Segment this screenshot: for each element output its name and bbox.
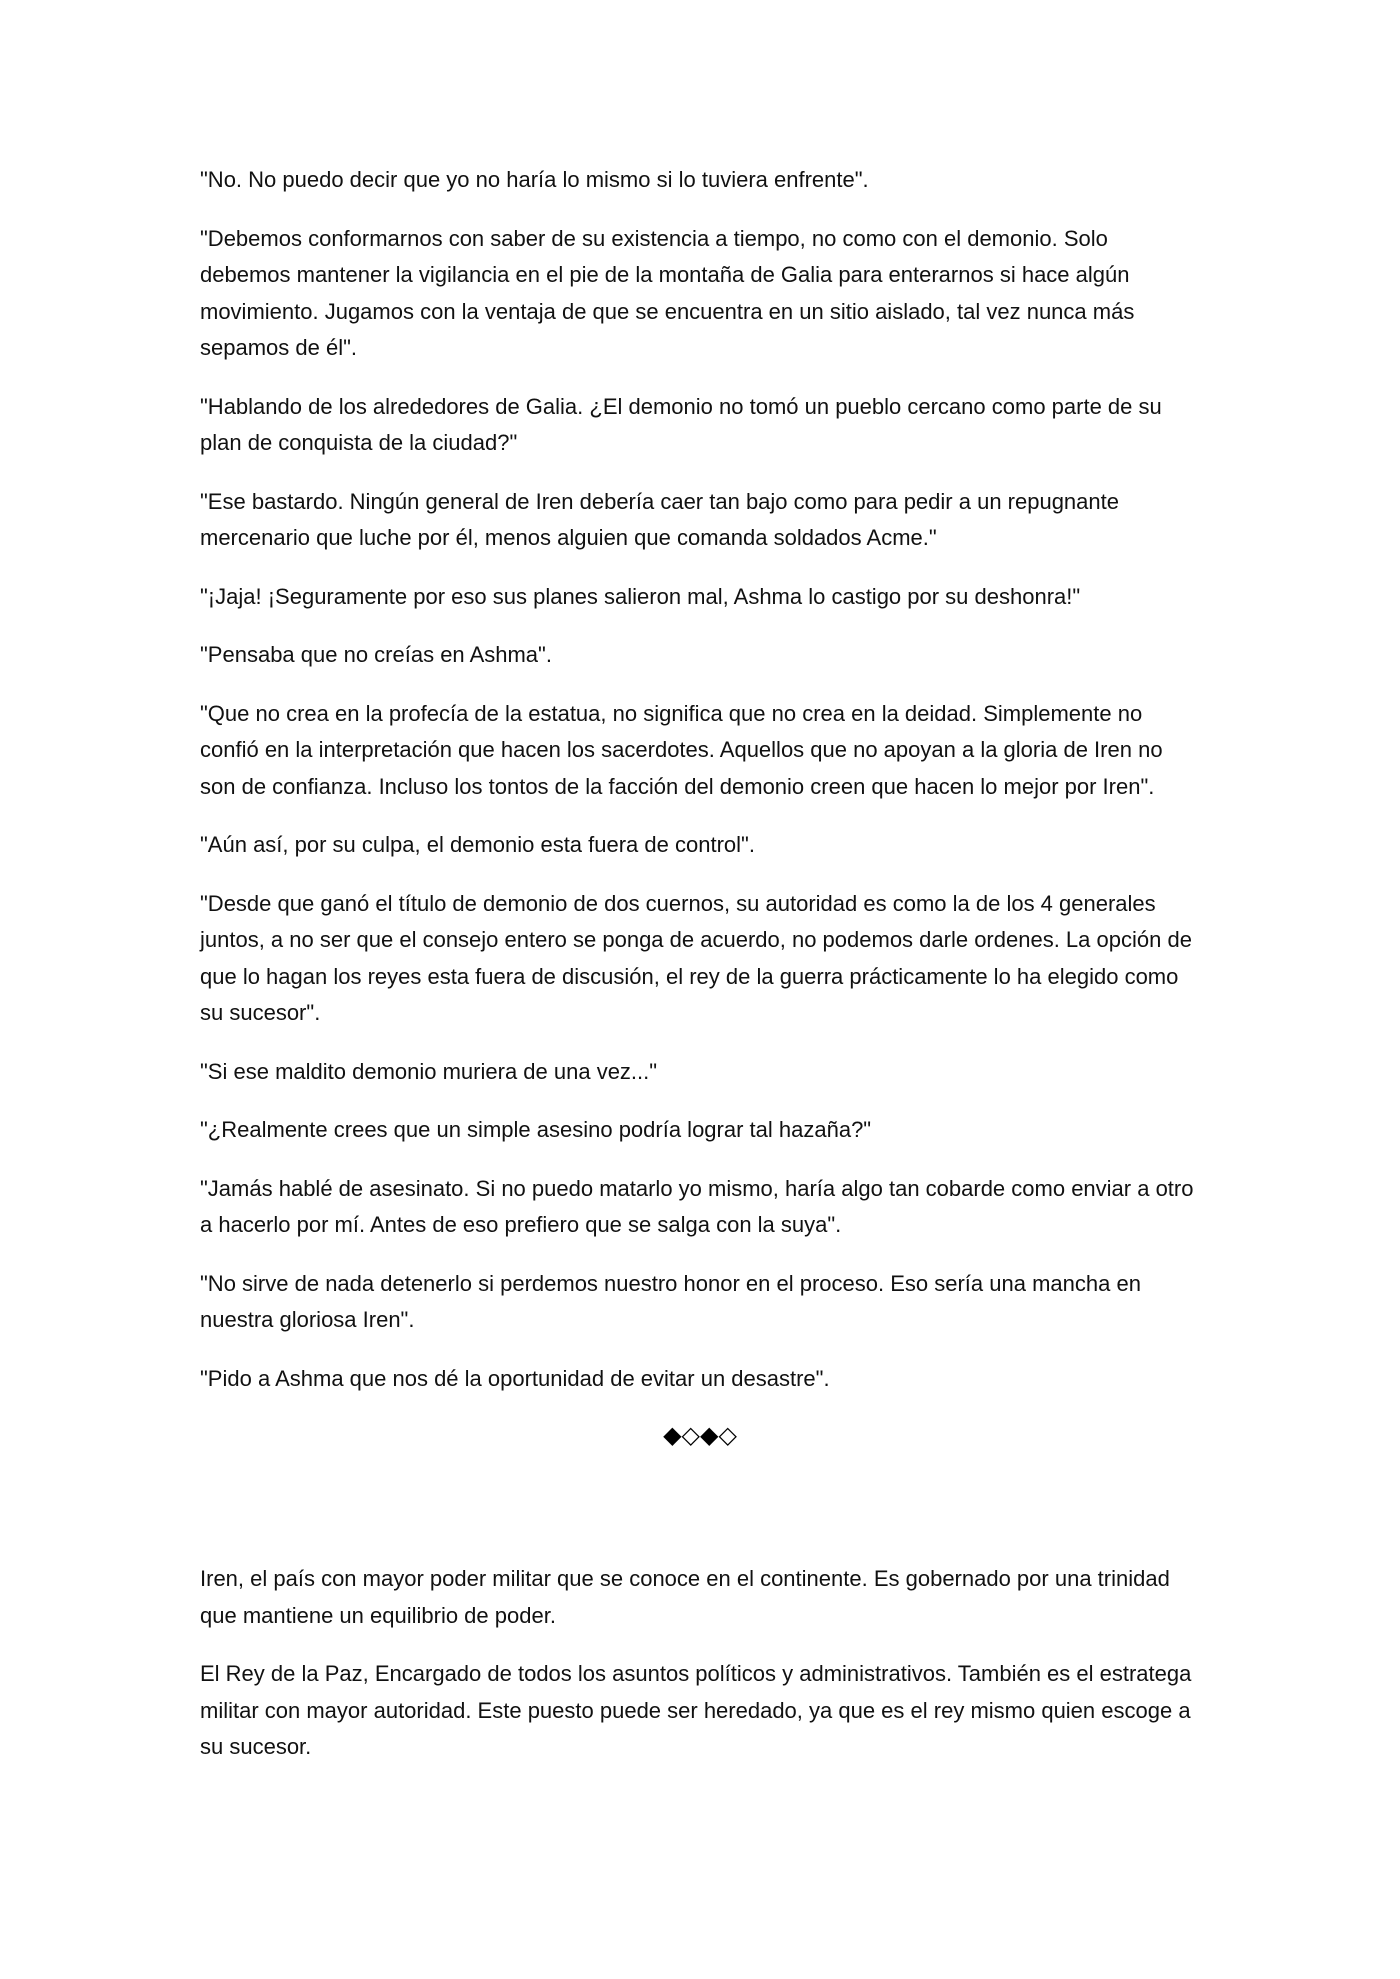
dialogue-paragraph: "¿Realmente crees que un simple asesino podría lograr tal hazaña?" bbox=[200, 1117, 872, 1142]
dialogue-paragraph: "¡Jaja! ¡Seguramente por eso sus planes salieron mal, Ashma lo castigo por su deshonra!" bbox=[200, 583, 1081, 609]
dialogue-paragraph: "Ese bastardo. Ningún general de Iren debería caer tan bajo como para pedir a un repugnante mercenario que luche por él, menos alguien que comanda soldados Acme." bbox=[200, 488, 1119, 550]
narration-paragraph: El Rey de la Paz, Encargado de todos los asuntos políticos y administrativos. También es el estratega militar con mayor autoridad. Este puesto puede ser heredado, ya que es el rey mismo quien escoge a su sucesor. bbox=[200, 1661, 1192, 1759]
dialogue-paragraph: "Si ese maldito demonio muriera de una vez..." bbox=[200, 1058, 658, 1084]
document-page bbox=[200, 162, 1200, 1788]
section-divider: ◆◇◆◇ bbox=[663, 1421, 737, 1449]
dialogue-paragraph: "Que no crea en la profecía de la estatua, no significa que no crea en la deidad. Simplemente no confió en la interpretación que hacen los sacerdotes. Aquellos que no apoyan a la gloria de Iren no son de confianza. Incluso los tontos de la facción del demonio creen que hacen lo mejor por Iren". bbox=[200, 700, 1163, 799]
dialogue-paragraph: "Debemos conformarnos con saber de su existencia a tiempo, no como con el demonio. Solo debemos mantener la vigilancia en el pie de la montaña de Galia para enterarnos si hace algún movimiento. Jugamos con la ventaja de que se encuentra en un sitio aislado, tal vez nunca más sepamos de él". bbox=[200, 225, 1135, 360]
dialogue-paragraph: "Aún así, por su culpa, el demonio esta fuera de control". bbox=[200, 832, 755, 857]
dialogue-paragraph: "Pido a Ashma que nos dé la oportunidad de evitar un desastre". bbox=[200, 1365, 830, 1391]
dialogue-paragraph: "Hablando de los alrededores de Galia. ¿El demonio no tomó un pueblo cercano como parte de su plan de conquista de la ciudad?" bbox=[200, 393, 1162, 455]
dialogue-paragraph: "Pensaba que no creías en Ashma". bbox=[200, 642, 552, 667]
section-gap bbox=[200, 1451, 1200, 1561]
narration-paragraph: Iren, el país con mayor poder militar que se conoce en el continente. Es gobernado por una trinidad que mantiene un equilibrio de poder. bbox=[200, 1566, 1170, 1628]
dialogue-paragraph: "No. No puedo decir que yo no haría lo mismo si lo tuviera enfrente". bbox=[200, 167, 869, 192]
dialogue-paragraph: "No sirve de nada detenerlo si perdemos nuestro honor en el proceso. Eso sería una mancha en nuestra gloriosa Iren". bbox=[200, 1270, 1141, 1332]
dialogue-paragraph: "Jamás hablé de asesinato. Si no puedo matarlo yo mismo, haría algo tan cobarde como enviar a otro a hacerlo por mí. Antes de eso prefiero que se salga con la suya". bbox=[200, 1175, 1194, 1237]
dialogue-paragraph: "Desde que ganó el título de demonio de dos cuernos, su autoridad es como la de los 4 generales juntos, a no ser que el consejo entero se ponga de acuerdo, no podemos darle ordenes. La opción de que lo hagan los reyes esta fuera de discusión, el rey de la guerra prácticamente lo ha elegido como su sucesor". bbox=[200, 890, 1192, 1025]
